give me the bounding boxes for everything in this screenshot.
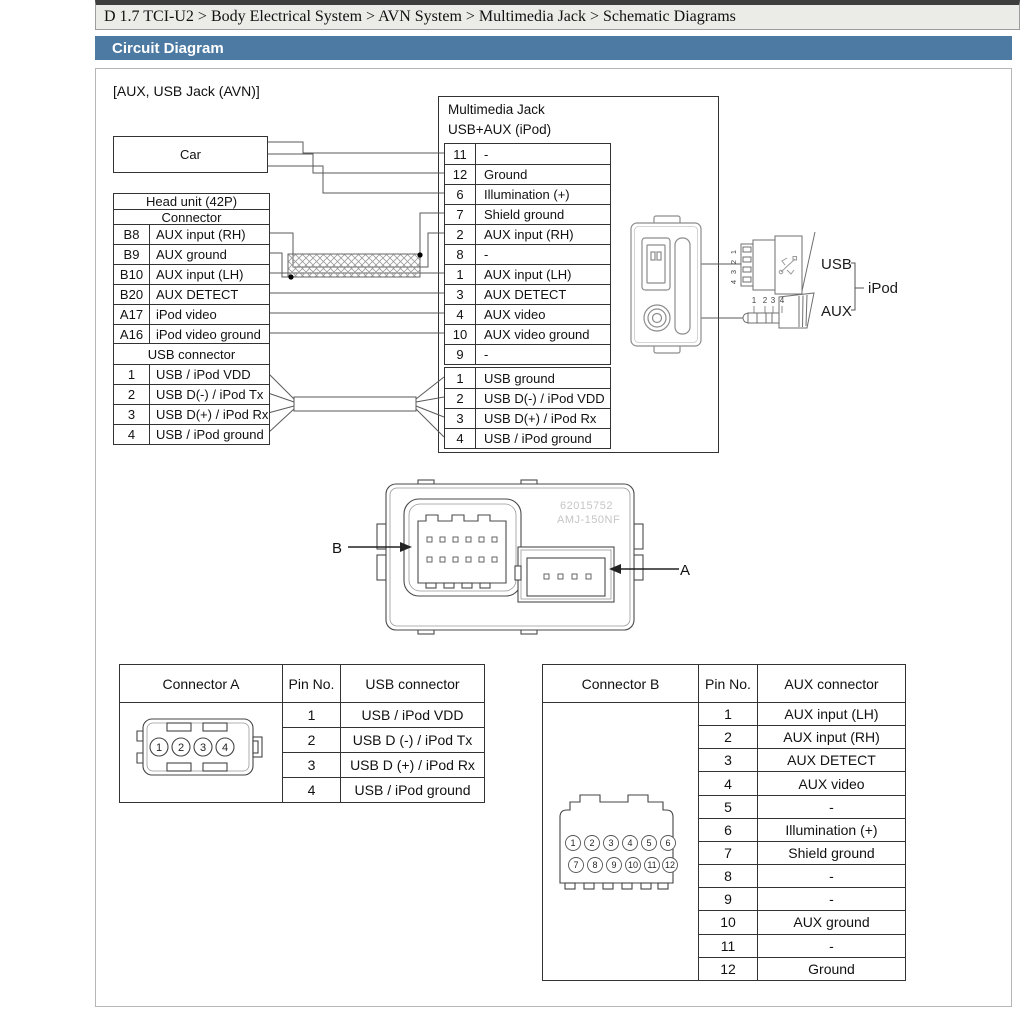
connector-b-table (542, 664, 906, 981)
label-cell: AUX input (LH) (484, 267, 572, 282)
table-row (445, 144, 610, 164)
page-title: Circuit Diagram (112, 39, 224, 57)
label-cell: USB D(-) / iPod VDD (484, 391, 605, 406)
svg-text:9: 9 (610, 860, 617, 870)
table-row (114, 264, 269, 284)
label-cell: USB / iPod ground (484, 431, 592, 446)
table-row (445, 304, 610, 324)
label-cell: AUX video (484, 307, 546, 322)
header-aux-connector: AUX connector (758, 665, 906, 703)
car-label: Car (180, 147, 201, 162)
label-cell: USB / iPod VDD (156, 367, 251, 382)
head-unit-subtitle: Connector (114, 209, 269, 224)
pin-cell: 9 (699, 888, 758, 911)
header-connector-a: Connector A (120, 665, 283, 703)
label-cell: Illumination (+) (484, 187, 570, 202)
label-cell: AUX DETECT (758, 749, 906, 772)
pin-cell: 6 (445, 185, 476, 204)
circuit-diagram-panel (95, 68, 1012, 1007)
table-row (543, 703, 906, 726)
table-row (445, 164, 610, 184)
svg-text:1: 1 (569, 838, 576, 848)
svg-text:4: 4 (779, 296, 785, 305)
breadcrumb-text: D 1.7 TCI-U2 > Body Electrical System > AVN System > Multimedia Jack > Schematic Diagrams (104, 8, 736, 25)
connector-b-drawing-cell (543, 703, 699, 981)
label-cell: USB D(-) / iPod Tx (156, 387, 264, 402)
connector-a-table (119, 664, 485, 803)
shield-junction-dot (417, 252, 422, 257)
svg-text:1: 1 (751, 296, 757, 305)
label-cell: - (758, 888, 906, 911)
pin-cell: 3 (445, 409, 476, 428)
head-unit-title: Head unit (42P) (114, 194, 269, 209)
table-row (445, 428, 610, 448)
label-cell: USB D (+) / iPod Rx (341, 753, 485, 778)
ipod-label: iPod (868, 280, 899, 297)
label-cell: - (758, 934, 906, 957)
table-row (445, 368, 610, 388)
connector-b-drawing (544, 703, 698, 977)
header-connector-b: Connector B (543, 665, 699, 703)
label-cell: USB / iPod ground (341, 778, 485, 803)
label-cell: iPod video ground (156, 327, 261, 342)
pin-cell: 11 (445, 144, 476, 164)
pin-cell: 4 (283, 778, 341, 803)
pin-cell: 2 (114, 385, 150, 404)
svg-text:12: 12 (664, 860, 675, 870)
label-cell: USB / iPod VDD (341, 703, 485, 728)
pin-cell: 2 (445, 225, 476, 244)
label-cell: Shield ground (758, 841, 906, 864)
label-cell: Illumination (+) (758, 818, 906, 841)
connector-a-drawing (121, 703, 282, 799)
usb-label: USB (821, 256, 852, 273)
label-cell: Ground (758, 957, 906, 980)
pin-cell: 11 (699, 934, 758, 957)
table-row (445, 184, 610, 204)
label-cell: AUX video ground (484, 327, 590, 342)
label-cell: USB ground (484, 370, 555, 386)
label-cell: AUX input (RH) (156, 227, 246, 242)
jack-subtitle: USB+AUX (iPod) (448, 122, 552, 137)
label-cell: AUX ground (758, 911, 906, 934)
pin-cell: 3 (445, 285, 476, 304)
pin-cell: 3 (283, 753, 341, 778)
pin-cell: 9 (445, 345, 476, 364)
label-cell: - (484, 247, 489, 262)
shield-hatch (288, 254, 420, 277)
pin-cell: 4 (445, 305, 476, 324)
pin-cell: 4 (114, 425, 150, 444)
connector-a-drawing-cell (120, 703, 283, 803)
pin-cell: 2 (283, 728, 341, 753)
multimedia-jack-pin-table (444, 143, 611, 365)
svg-text:2: 2 (762, 296, 768, 305)
label-cell: - (484, 347, 489, 362)
multimedia-jack-usb-table (444, 367, 611, 449)
svg-text:4: 4 (729, 279, 738, 285)
car-box (113, 136, 268, 173)
label-cell: - (484, 146, 489, 162)
svg-text:1: 1 (729, 249, 738, 255)
pin-cell: B9 (114, 245, 150, 264)
label-cell: AUX input (RH) (484, 227, 574, 242)
pin-cell: 4 (699, 772, 758, 795)
table-row (445, 224, 610, 244)
svg-text:3: 3 (199, 742, 206, 754)
pin-cell: 3 (699, 749, 758, 772)
label-cell: AUX DETECT (156, 287, 239, 302)
pin-cell: B8 (114, 225, 150, 244)
svg-text:8: 8 (591, 860, 598, 870)
usb-connector-title: USB connector (114, 344, 269, 364)
label-a: A (680, 562, 691, 579)
svg-text:2: 2 (588, 838, 595, 848)
svg-text:4: 4 (626, 838, 633, 848)
table-row (114, 304, 269, 324)
pin-cell: 12 (445, 165, 476, 184)
header-pin-no: Pin No. (699, 665, 758, 703)
label-cell: USB D(+) / iPod Rx (156, 407, 269, 422)
svg-text:5: 5 (645, 838, 652, 848)
label-cell: AUX input (LH) (156, 267, 244, 282)
table-row (114, 364, 269, 384)
pin-cell: A16 (114, 325, 150, 344)
pin-cell: 6 (699, 818, 758, 841)
svg-text:2: 2 (729, 259, 738, 265)
pin-cell: 10 (445, 325, 476, 344)
label-cell: - (758, 795, 906, 818)
pin-cell: 2 (445, 389, 476, 408)
svg-text:62015752: 62015752 (560, 500, 613, 512)
aux-label: AUX (821, 303, 852, 320)
pin-cell: 7 (699, 841, 758, 864)
table-row (114, 324, 269, 344)
table-row (114, 284, 269, 304)
svg-text:3: 3 (770, 296, 776, 305)
label-cell: - (758, 865, 906, 888)
pin-cell: 8 (445, 245, 476, 264)
usb-cable-bundle (294, 397, 416, 411)
usb-plug-drawing (741, 232, 815, 294)
svg-text:3: 3 (607, 838, 614, 848)
table-row (114, 424, 269, 444)
svg-text:11: 11 (646, 860, 657, 870)
label-cell: AUX input (RH) (758, 726, 906, 749)
jack-title: Multimedia Jack (448, 102, 545, 117)
table-header-row (120, 665, 485, 703)
label-cell: iPod video (156, 307, 217, 322)
pin-cell: 1 (699, 703, 758, 726)
label-cell: Shield ground (484, 207, 565, 222)
breadcrumb (95, 0, 1020, 30)
table-row (114, 244, 269, 264)
pin-cell: 3 (114, 405, 150, 424)
table-row (445, 408, 610, 428)
table-row (114, 384, 269, 404)
header-usb-connector: USB connector (341, 665, 485, 703)
table-row (120, 703, 485, 728)
svg-text:7: 7 (572, 860, 579, 870)
svg-text:10: 10 (627, 860, 638, 870)
svg-text:AMJ-150NF: AMJ-150NF (557, 514, 621, 526)
jack-faceplate-drawing (631, 216, 701, 353)
table-row (114, 224, 269, 244)
pin-cell: 10 (699, 911, 758, 934)
aux-plug-pin-numbers (752, 296, 785, 305)
pin-cell: 8 (699, 865, 758, 888)
table-row (445, 264, 610, 284)
label-cell: AUX ground (156, 247, 227, 262)
pin-cell: 7 (445, 205, 476, 224)
usb-connector-table-left (113, 343, 270, 445)
pin-cell: 4 (445, 429, 476, 448)
label-cell: AUX input (LH) (758, 703, 906, 726)
pin-cell: B10 (114, 265, 150, 284)
pin-cell: 1 (445, 368, 476, 388)
svg-text:4: 4 (221, 742, 228, 754)
head-unit-table (113, 193, 270, 345)
header-pin-no: Pin No. (283, 665, 341, 703)
table-row (114, 404, 269, 424)
label-cell: USB D (-) / iPod Tx (341, 728, 485, 753)
socket-a-drawing (515, 547, 614, 602)
table-row (445, 388, 610, 408)
table-header-row (543, 665, 906, 703)
svg-text:1: 1 (155, 742, 162, 754)
table-row (445, 284, 610, 304)
pin-cell: 1 (445, 265, 476, 284)
ipod-bracket (851, 263, 864, 310)
pin-cell: 2 (699, 726, 758, 749)
label-cell: AUX DETECT (484, 287, 567, 302)
usb-plug-pin-numbers (729, 250, 738, 284)
pin-cell: 1 (114, 365, 150, 384)
pin-cell: 12 (699, 957, 758, 980)
shield-junction-dot (288, 274, 293, 279)
table-row (445, 344, 610, 364)
pin-cell: 1 (283, 703, 341, 728)
label-cell: USB D(+) / iPod Rx (484, 411, 597, 426)
table-row (445, 204, 610, 224)
label-b: B (332, 540, 343, 557)
table-row (445, 324, 610, 344)
pin-cell: A17 (114, 305, 150, 324)
table-row (445, 244, 610, 264)
pin-cell: B20 (114, 285, 150, 304)
page-title-bar (95, 36, 1012, 60)
svg-text:6: 6 (664, 838, 671, 848)
pin-cell: 5 (699, 795, 758, 818)
section-label: [AUX, USB Jack (AVN)] (113, 83, 260, 99)
label-cell: Ground (484, 167, 528, 182)
svg-text:3: 3 (729, 269, 738, 275)
label-cell: USB / iPod ground (156, 427, 264, 442)
svg-text:2: 2 (177, 742, 184, 754)
label-cell: AUX video (758, 772, 906, 795)
